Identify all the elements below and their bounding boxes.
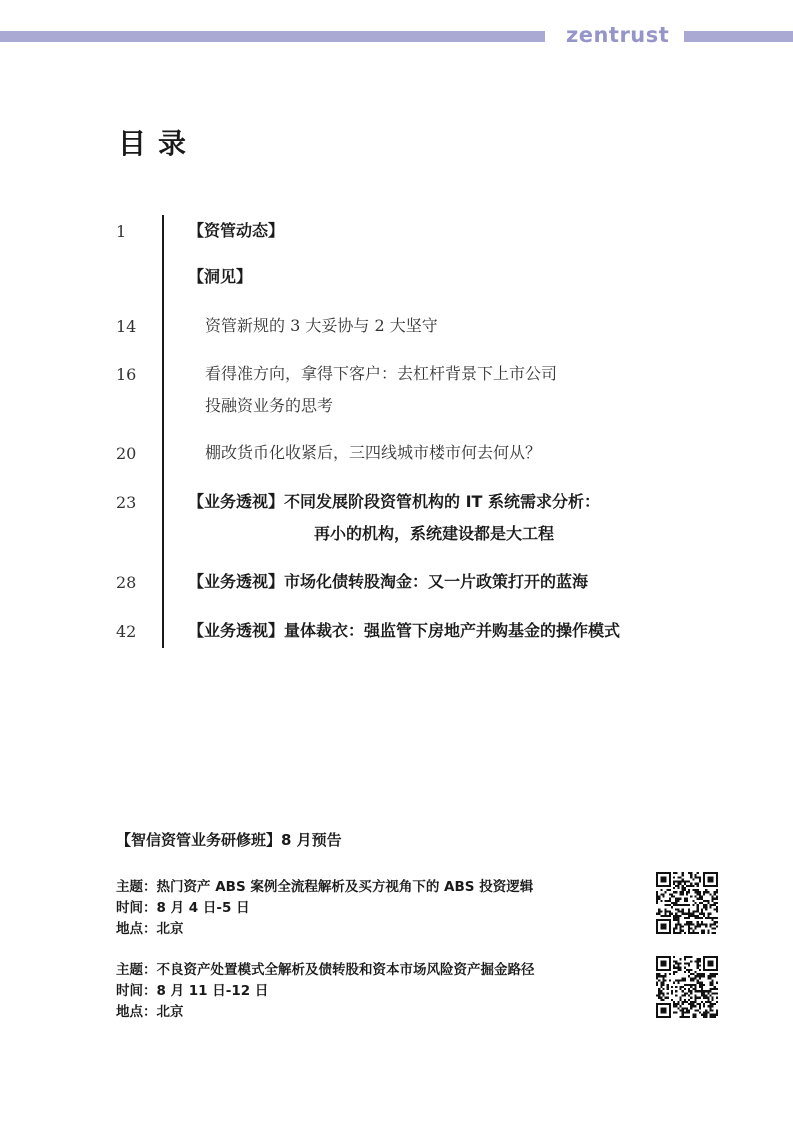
qr-code-icon[interactable] [656, 872, 718, 934]
toc-entry-title [188, 486, 600, 550]
toc-page-number: 16 [116, 365, 137, 384]
toc-title: 目录 [118, 127, 199, 160]
toc-page-number: 14 [116, 317, 137, 336]
toc-entry-line: 再小的机构，系统建设都是大工程 [314, 524, 555, 543]
toc-entry-title: 资管新规的 3 大妥协与 2 大坚守 [205, 316, 438, 335]
toc-page-number: 1 [116, 222, 127, 241]
toc-entry-line: 【业务透视】不同发展阶段资管机构的 IT 系统需求分析： [188, 492, 601, 511]
toc-page-number: 20 [116, 444, 137, 463]
session-topic: 主题：热门资产 ABS 案例全流程解析及买方视角下的 ABS 投资逻辑 [116, 879, 534, 895]
toc-entry-line: 投融资业务的思考 [205, 396, 334, 415]
session-info [116, 877, 533, 940]
zentrust-logo: zentrust [566, 23, 670, 47]
qr-code-icon[interactable] [656, 956, 718, 1018]
session-time: 时间：8 月 4 日-5 日 [116, 900, 250, 916]
header-bar-right [684, 31, 793, 42]
toc-divider [162, 215, 164, 648]
toc-entry-line: 看得准方向，拿得下客户：去杠杆背景下上市公司 [205, 364, 558, 383]
toc-entry-title: 棚改货币化收紧后，三四线城市楼市何去何从？ [205, 443, 542, 462]
toc-page-number: 28 [116, 573, 137, 592]
toc-entry-title: 【业务透视】量体裁衣：强监管下房地产并购基金的操作模式 [188, 621, 621, 640]
notice-heading: 【智信资管业务研修班】8 月预告 [116, 831, 342, 849]
toc-section-title: 【洞见】 [188, 267, 253, 286]
toc-entry-title: 【资管动态】 [188, 221, 285, 240]
session-topic: 主题：不良资产处置模式全解析及债转股和资本市场风险资产掘金路径 [116, 962, 535, 978]
toc-page-number: 23 [116, 493, 137, 512]
header-bar-left [0, 31, 545, 42]
toc-page-number: 42 [116, 622, 137, 641]
session-info [116, 960, 535, 1023]
session-time: 时间：8 月 11 日-12 日 [116, 983, 269, 999]
toc-entry-title: 【业务透视】市场化债转股淘金：又一片政策打开的蓝海 [188, 572, 589, 591]
toc-entry-title [205, 358, 557, 422]
session-place: 地点：北京 [116, 1004, 184, 1020]
session-place: 地点：北京 [116, 921, 184, 937]
